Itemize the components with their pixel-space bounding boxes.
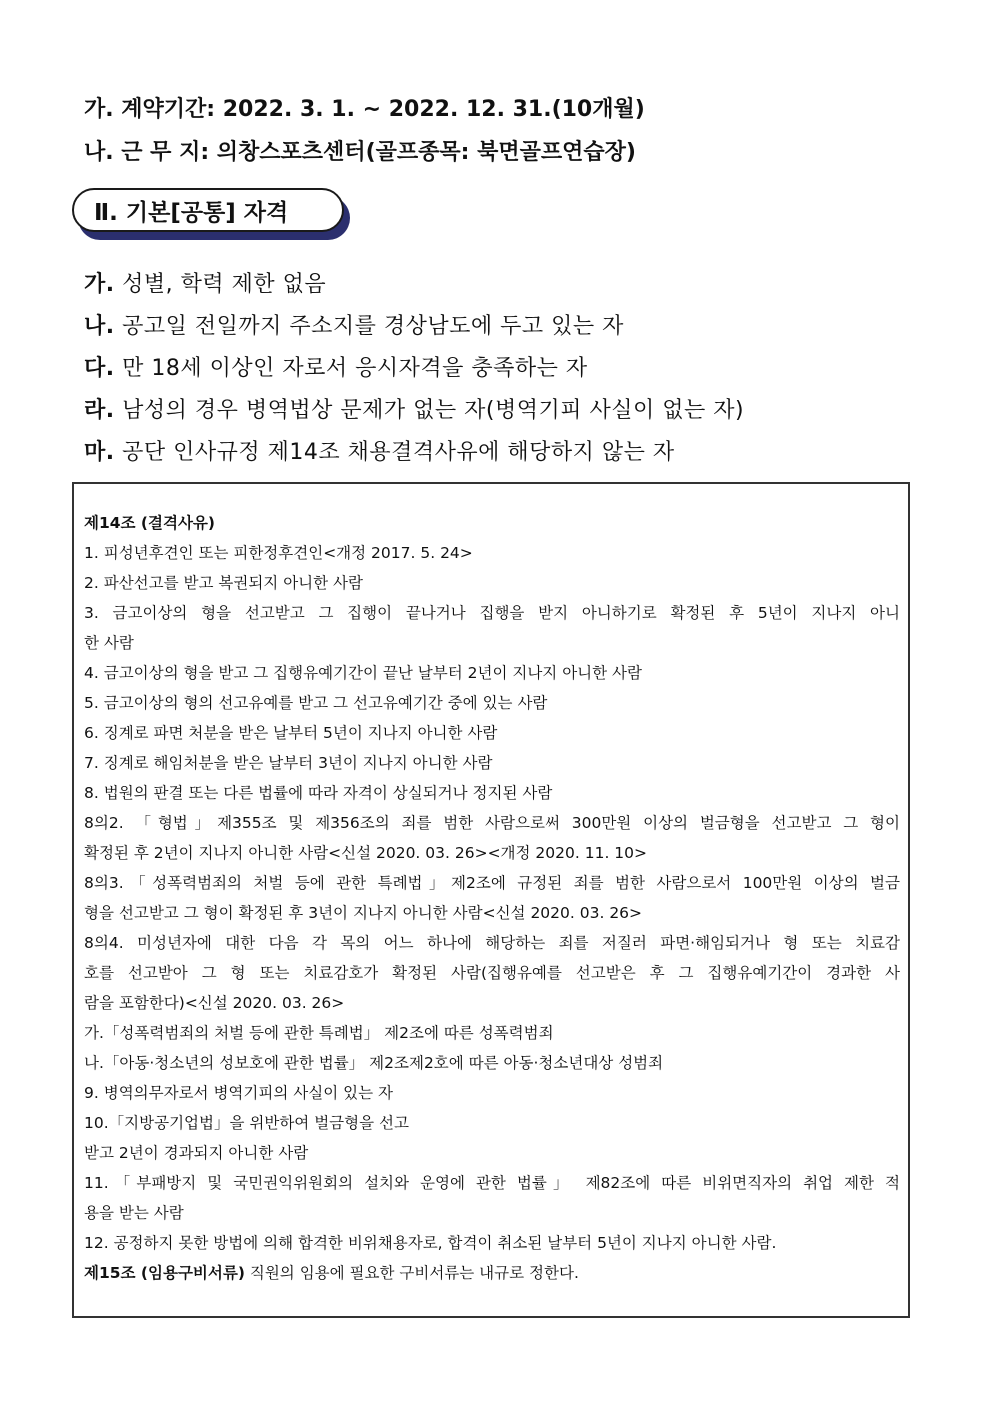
rule-line: 받고 2년이 경과되지 아니한 사람 [84,1144,309,1162]
rule-line: 3. 금고이상의 형을 선고받고 그 집행이 끝나거나 집행을 받지 아니하기로 확정된 후 5년이 지나지 아니 [84,604,900,622]
qualification-item [84,267,326,298]
article-15-title: 제15조 (임용구비서류) [84,1264,245,1282]
rule-line: 10.「지방공기업법」을 위반하여 벌금형을 선고 [84,1114,409,1132]
rule-line: 7. 징계로 해임처분을 받은 날부터 3년이 지나지 아니한 사람 [84,754,493,772]
qualification-text: 공고일 전일까지 주소지를 경상남도에 두고 있는 자 [114,314,624,339]
rules-content [84,508,900,1288]
section-heading: Ⅱ. 기본[공통] 자격 [94,199,289,226]
rule-line: 용을 받는 사람 [84,1204,184,1222]
article-15-text: 직원의 임용에 필요한 구비서류는 내규로 정한다. [244,1264,579,1282]
rule-line: 8의3.「성폭력범죄의 처벌 등에 관한 특례법」제2조에 규정된 죄를 범한 사람으로서 100만원 이상의 벌금 [84,874,900,892]
article-15-line [84,1258,900,1288]
rule-line: 가.「성폭력범죄의 처벌 등에 관한 특례법」 제2조에 따른 성폭력범죄 [84,1024,554,1042]
section-heading-box [72,188,352,242]
rule-line: 형을 선고받고 그 형이 확정된 후 3년이 지나지 아니한 사람<신설 2020. 03. 26> [84,904,643,922]
qualification-marker: 가. [84,272,115,297]
qualification-item [84,351,588,382]
qualification-marker: 마. [84,440,115,465]
rule-line: 8의4. 미성년자에 대한 다음 각 목의 어느 하나에 해당하는 죄를 저질러 파면·해임되거나 형 또는 치료감 [84,934,900,952]
rule-line: 5. 금고이상의 형의 선고유예를 받고 그 선고유예기간 중에 있는 사람 [84,694,548,712]
contract-period: 가. 계약기간: 2022. 3. 1. ~ 2022. 12. 31.(10개월) [84,97,645,122]
work-location: 나. 근 무 지: 의창스포츠센터(골프종목: 북면골프연습장) [84,140,636,165]
qualification-marker: 다. [84,356,115,381]
rule-line: 호를 선고받아 그 형 또는 치료감호가 확정된 사람(집행유예를 선고받은 후 그 집행유예기간이 경과한 사 [84,964,900,982]
qualification-item [84,393,744,424]
qualification-item [84,435,675,466]
rule-line: 나.「아동·청소년의 성보호에 관한 법률」 제2조제2호에 따른 아동·청소년대상 성범죄 [84,1054,664,1072]
rule-line: 1. 피성년후견인 또는 피한정후견인<개정 2017. 5. 24> [84,544,473,562]
rule-line: 람을 포함한다)<신설 2020. 03. 26> [84,994,345,1012]
qualification-text: 공단 인사규정 제14조 채용결격사유에 해당하지 않는 자 [114,440,675,465]
qualification-text: 남성의 경우 병역법상 문제가 없는 자(병역기피 사실이 없는 자) [114,398,745,423]
rule-line: 12. 공정하지 못한 방법에 의해 합격한 비위채용자로, 합격이 취소된 날부터 5년이 지나지 아니한 사람. [84,1234,777,1252]
qualification-marker: 라. [84,398,115,423]
rules-title: 제14조 (결격사유) [84,514,215,532]
rule-line: 2. 파산선고를 받고 복권되지 아니한 사람 [84,574,363,592]
disqualification-rules-box [72,482,910,1318]
rule-line: 9. 병역의무자로서 병역기피의 사실이 있는 자 [84,1084,393,1102]
rule-line: 8의2. 「형법」제355조 및 제356조의 죄를 범한 사람으로써 300만원 이상의 벌금형을 선고받고 그 형이 [84,814,900,832]
qualification-marker: 나. [84,314,115,339]
qualification-item [84,309,624,340]
rule-line: 6. 징계로 파면 처분을 받은 날부터 5년이 지나지 아니한 사람 [84,724,498,742]
rule-line: 4. 금고이상의 형을 받고 그 집행유예기간이 끝난 날부터 2년이 지나지 아니한 사람 [84,664,642,682]
qualification-text: 성별, 학력 제한 없음 [114,272,327,297]
rule-line: 한 사람 [84,634,134,652]
rule-line: 11.「부패방지 및 국민권익위원회의 설치와 운영에 관한 법률」 제82조에 따른 비위면직자의 취업 제한 적 [84,1174,900,1192]
qualification-text: 만 18세 이상인 자로서 응시자격을 충족하는 자 [114,356,588,381]
rule-line: 확정된 후 2년이 지나지 아니한 사람<신설 2020. 03. 26><개정 2020. 11. 10> [84,844,648,862]
rule-line: 8. 법원의 판결 또는 다른 법률에 따라 자격이 상실되거나 정지된 사람 [84,784,553,802]
heading-pill [72,188,344,232]
